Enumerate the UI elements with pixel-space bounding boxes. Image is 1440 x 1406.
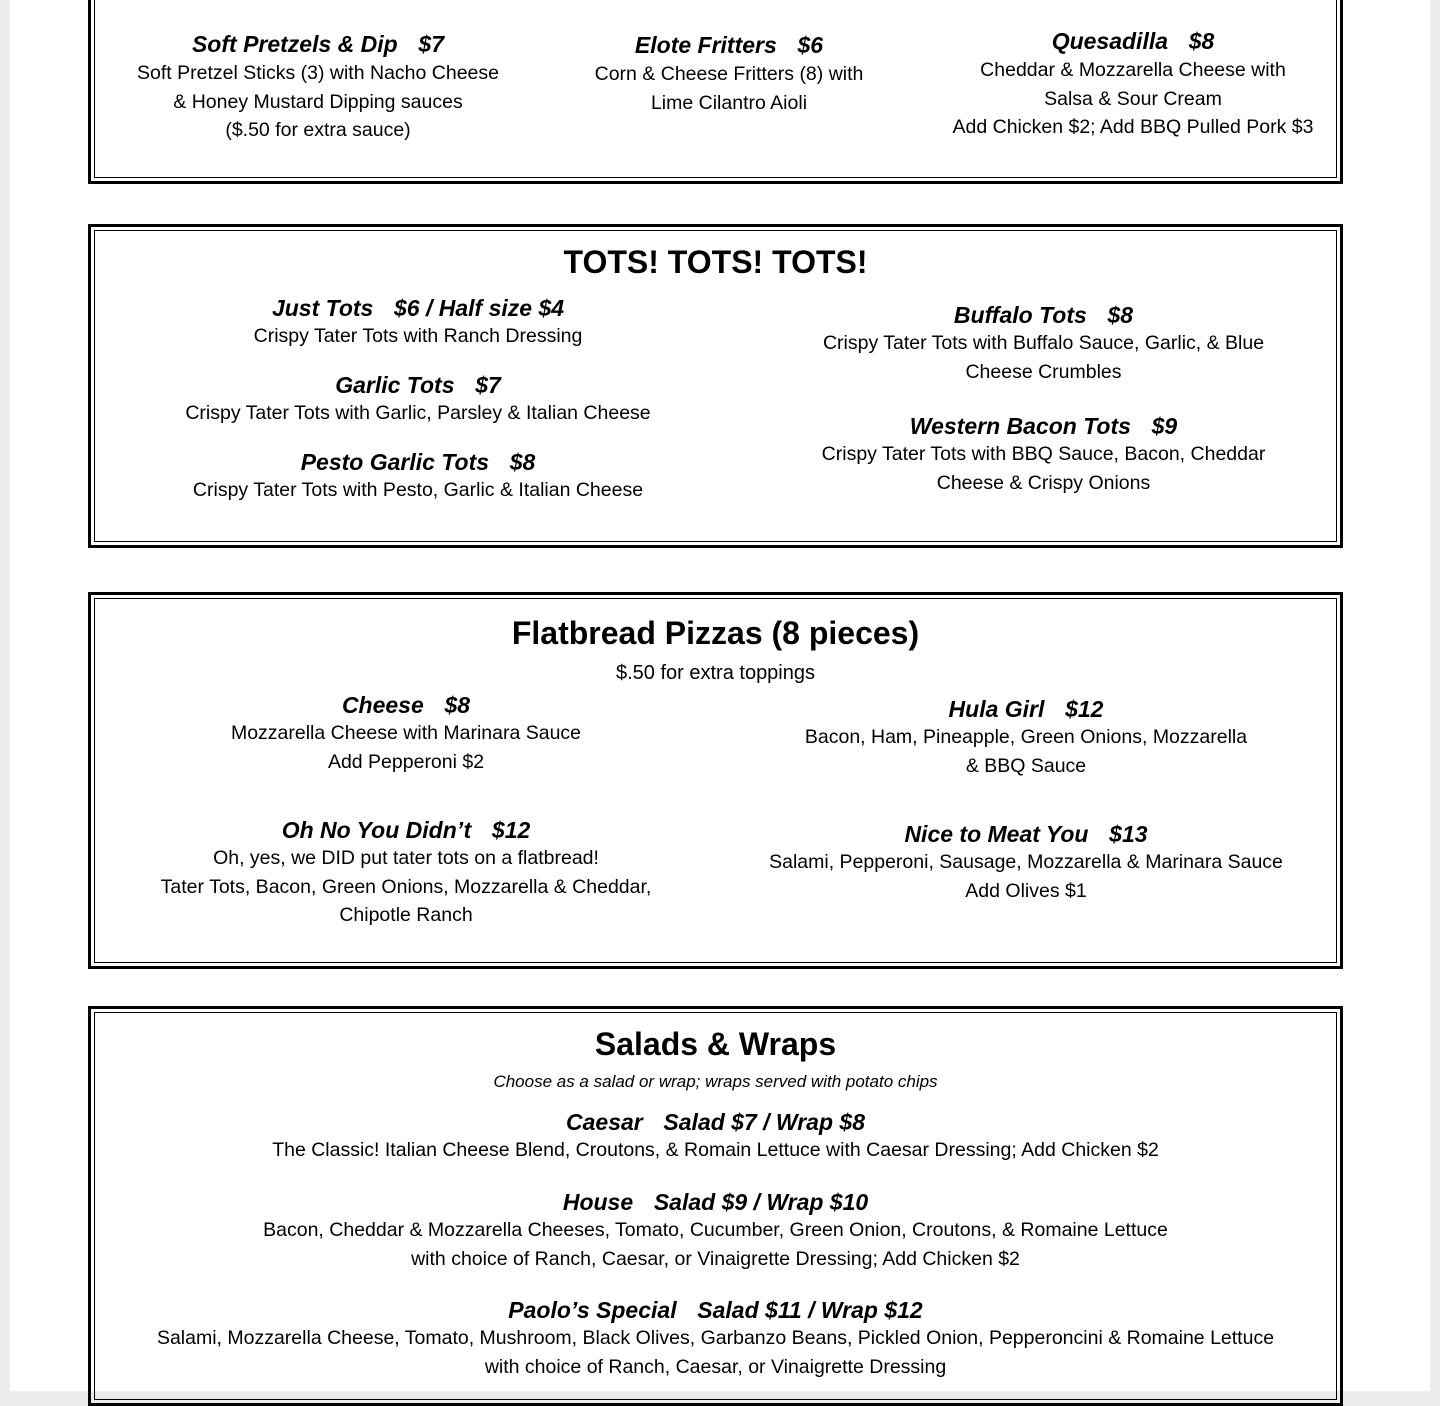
item-price: Salad $7 / Wrap $8 xyxy=(663,1109,865,1135)
item-name: Caesar xyxy=(566,1109,643,1135)
item-description: Chipotle Ranch xyxy=(339,904,473,926)
item-description: Salami, Mozzarella Cheese, Tomato, Mushroom, Black Olives, Garbanzo Beans, Pickled Onion, Pepperoncini & Romaine Lettuce xyxy=(156,1327,1275,1349)
item-description: Corn & Cheese Fritters (8) with xyxy=(594,63,864,85)
item-name: Elote Fritters xyxy=(634,32,777,58)
item-description: Bacon, Ham, Pineapple, Green Onions, Mozzarella xyxy=(804,726,1248,748)
item-price: $8 xyxy=(1188,28,1215,54)
menu-item xyxy=(91,1109,1340,1165)
item-name: Just Tots xyxy=(271,295,374,321)
item-description: Crispy Tater Tots with Buffalo Sauce, Garlic, & Blue xyxy=(822,332,1265,354)
item-description: ($.50 for extra sauce) xyxy=(225,119,411,141)
item-description: Cheese & Crispy Onions xyxy=(936,471,1151,494)
item-description: Crispy Tater Tots with Pesto, Garlic & Italian Cheese xyxy=(192,479,644,501)
menu-item xyxy=(91,1189,1340,1273)
item-price: Salad $11 / Wrap $12 xyxy=(697,1297,923,1323)
menu-item xyxy=(111,295,725,351)
item-description: & BBQ Sauce xyxy=(965,754,1087,777)
item-price: $7 xyxy=(475,372,501,398)
section-note: Choose as a salad or wrap; wraps served with potato chips xyxy=(493,1072,938,1091)
menu-page xyxy=(10,0,1430,1391)
item-description: The Classic! Italian Cheese Blend, Croutons, & Romain Lettuce with Caesar Dressing; Add Chicken $2 xyxy=(272,1139,1159,1161)
menu-item xyxy=(771,302,1316,386)
item-name: Oh No You Didn’t xyxy=(281,817,472,843)
menu-item xyxy=(91,1297,1340,1381)
item-description: Add Pepperoni $2 xyxy=(327,750,485,773)
menu-item xyxy=(726,821,1326,905)
section-subtitle: $.50 for extra toppings xyxy=(615,662,815,684)
item-name: Western Bacon Tots xyxy=(909,413,1131,439)
item-price: $8 xyxy=(1107,302,1134,328)
item-price: $6 xyxy=(797,32,824,58)
item-description: Crispy Tater Tots with Garlic, Parsley & Italian Cheese xyxy=(185,402,651,424)
menu-item xyxy=(113,31,523,145)
menu-item xyxy=(111,372,725,428)
item-description: Cheese Crumbles xyxy=(965,360,1122,383)
item-description: Crispy Tater Tots with Ranch Dressing xyxy=(253,325,583,347)
item-name: Garlic Tots xyxy=(335,372,455,398)
item-description: Oh, yes, we DID put tater tots on a flatbread! xyxy=(213,847,599,869)
item-price: $12 xyxy=(1065,696,1104,722)
item-price: $8 xyxy=(444,692,471,718)
item-name: House xyxy=(562,1189,634,1215)
menu-item xyxy=(746,696,1306,780)
item-name: Pesto Garlic Tots xyxy=(300,449,490,475)
item-name: Soft Pretzels & Dip xyxy=(191,31,398,57)
item-description: Mozzarella Cheese with Marinara Sauce xyxy=(230,722,582,744)
tots-section xyxy=(88,224,1343,548)
item-price: $8 xyxy=(509,449,536,475)
item-price: $9 xyxy=(1151,413,1178,439)
flatbread-section xyxy=(88,592,1343,969)
appetizers-section xyxy=(88,0,1343,184)
salads-section xyxy=(88,1006,1343,1406)
item-price: Salad $9 / Wrap $10 xyxy=(653,1189,869,1215)
item-name: Quesadilla xyxy=(1051,28,1169,54)
item-name: Cheese xyxy=(341,692,424,718)
item-name: Paolo’s Special xyxy=(508,1297,677,1323)
item-name: Hula Girl xyxy=(948,696,1045,722)
item-description: Add Olives $1 xyxy=(965,879,1087,902)
menu-item xyxy=(121,817,691,930)
item-description: Lime Cilantro Aioli xyxy=(650,91,808,114)
item-description: & Honey Mustard Dipping sauces xyxy=(173,90,463,113)
item-description: Soft Pretzel Sticks (3) with Nacho Cheese xyxy=(137,62,499,84)
item-description: with choice of Ranch, Caesar, or Vinaigrette Dressing xyxy=(484,1355,947,1378)
menu-item xyxy=(121,692,691,776)
item-name: Buffalo Tots xyxy=(953,302,1087,328)
item-description: Salsa & Sour Cream xyxy=(1044,87,1222,110)
section-title: TOTS! TOTS! TOTS! xyxy=(563,244,868,280)
item-description: Salami, Pepperoni, Sausage, Mozzarella & Marinara Sauce xyxy=(769,851,1283,873)
item-price: $12 xyxy=(491,817,531,843)
item-description: Crispy Tater Tots with BBQ Sauce, Bacon, Cheddar xyxy=(821,443,1266,465)
menu-item xyxy=(923,28,1343,142)
item-price: $6 / Half size $4 xyxy=(394,295,565,321)
section-title: Flatbread Pizzas (8 pieces) xyxy=(511,615,920,651)
item-name: Nice to Meat You xyxy=(904,821,1089,847)
section-title: Salads & Wraps xyxy=(594,1026,837,1062)
item-description: with choice of Ranch, Caesar, or Vinaigrette Dressing; Add Chicken $2 xyxy=(411,1247,1020,1270)
item-description: Add Chicken $2; Add BBQ Pulled Pork $3 xyxy=(952,116,1314,138)
menu-item xyxy=(771,413,1316,497)
item-price: $13 xyxy=(1109,821,1148,847)
menu-item xyxy=(529,32,929,117)
item-description: Bacon, Cheddar & Mozzarella Cheeses, Tomato, Cucumber, Green Onion, Croutons, & Romaine Lettuce xyxy=(263,1219,1168,1241)
item-description: Cheddar & Mozzarella Cheese with xyxy=(980,59,1286,81)
item-price: $7 xyxy=(418,31,445,57)
menu-item xyxy=(111,449,725,505)
item-description: Tater Tots, Bacon, Green Onions, Mozzarella & Cheddar, xyxy=(160,875,652,898)
